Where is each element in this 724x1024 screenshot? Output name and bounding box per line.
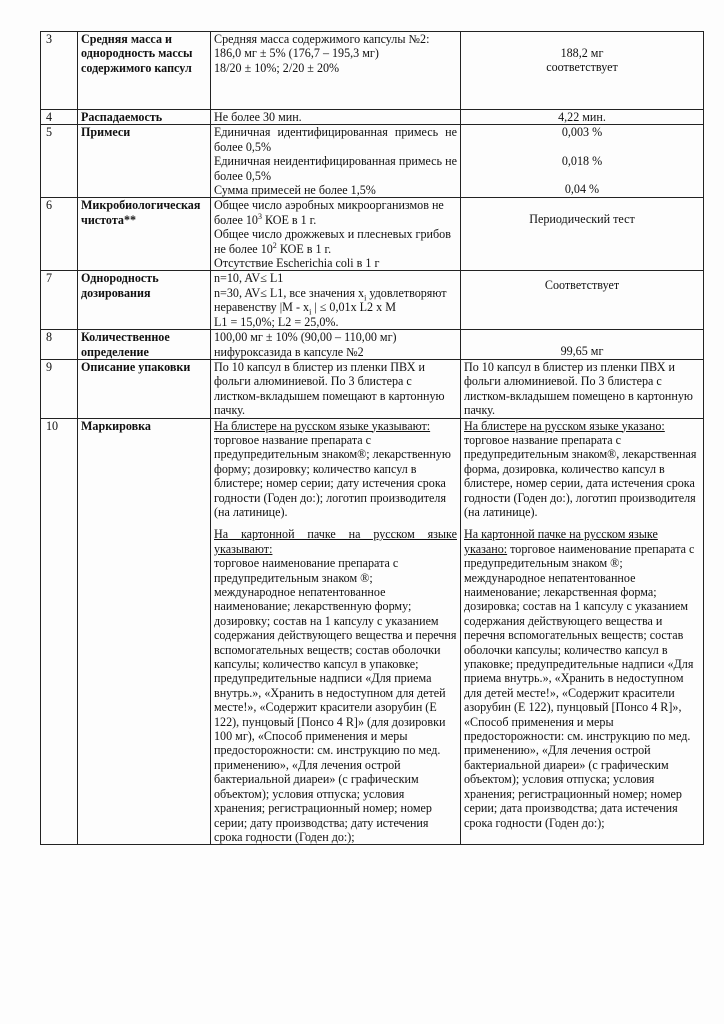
result-line: 99,65 мг bbox=[560, 344, 604, 359]
specification-table bbox=[40, 31, 704, 845]
parameter-name: Однородность дозирования bbox=[78, 271, 211, 330]
row-number: 6 bbox=[41, 198, 78, 271]
spec-cell: 100,00 мг ± 10% (90,00 – 110,00 мг) нифуроксазида в капсуле №2 bbox=[211, 330, 461, 360]
spec-line: 186,0 мг ± 5% (176,7 – 195,3 мг) bbox=[214, 46, 379, 61]
table-row bbox=[41, 198, 704, 271]
result-line: 0,018 % bbox=[561, 153, 603, 168]
result-cell bbox=[461, 32, 704, 110]
box-text: торговое наименование препарата с предупредительным знаком ®; международное непатентованное наименование; лекарственную форму; дозировку; состав на 1 капсулу с указанием содержания действующего вещества и перечня вспомогательных веществ; состав оболочки капсулы; количество капсул в упаковке; предупредительные надписи «Для приема внутрь.», «Хранить в недоступном для детей месте!», «Содержит красители азорубин (Е 122), пунцовый [Понсо 4 R]» (для дозировки 100 мг), «Способ применения и меры предосторожности: см. инструкцию по мед. применению», «Для лечения острой бактериальной диареи» (с графическим объектом); условия отпуска; условия хранения; регистрационный номер; номер серии; дату производства; дату истечения срока годности (Годен до:); bbox=[214, 556, 457, 844]
result-cell bbox=[461, 198, 704, 271]
result-line: 0,003 % bbox=[561, 125, 603, 140]
spec-line: Отсутствие Escherichia coli в 1 г bbox=[214, 256, 380, 271]
box-heading: На картонной пачке на русском языке указано: bbox=[464, 527, 658, 556]
spec-line: Сумма примесей не более 1,5% bbox=[214, 183, 376, 198]
result-paragraph bbox=[464, 527, 700, 830]
parameter-name: Количественное определение bbox=[78, 330, 211, 360]
result-line: Соответствует bbox=[544, 278, 620, 293]
row-number: 9 bbox=[41, 359, 78, 418]
row-number: 10 bbox=[41, 418, 78, 845]
spec-paragraph bbox=[214, 527, 457, 844]
table-row bbox=[41, 271, 704, 330]
result-line: Периодический тест bbox=[529, 212, 635, 227]
spec-cell: Не более 30 мин. bbox=[211, 110, 461, 125]
spec-line: n=30, AV≤ L1, все значения $x_i$ удовлетворяют неравенству $|M - x_i$ | ≤ 0,01x L2 x M bbox=[214, 285, 447, 317]
parameter-name: Средняя масса и однородность массы содержимого капсул bbox=[78, 32, 211, 110]
spec-line: Общее число дрожжевых и плесневых грибов не более $10^2$ КОЕ в 1 г. bbox=[214, 227, 451, 256]
table-row bbox=[41, 125, 704, 198]
spec-cell bbox=[211, 125, 461, 198]
spec-cell bbox=[211, 271, 461, 330]
box-text: торговое наименование препарата с предупредительным знаком ®; международное непатентованное наименование; лекарственная форма; дозировка; состав на 1 капсулу с указанием содержания действующего вещества и перечня вспомогательных веществ; состав оболочки капсулы; количество капсул в упаковке; предупредительные надписи «Для приема внутрь.», «Хранить в недоступном для детей месте!», «Содержит красители азорубин (Е 122), пунцовый [Понсо 4 R]», «Способ применения и меры предосторожности: см. инструкцию по мед. применению», «Для лечения острой бактериальной диареи» (с графическим объектом); условия отпуска; условия хранения; регистрационный номер; номер серии; дата производства; дата истечения срока годности (Годен до:); bbox=[464, 541, 695, 830]
spec-paragraph bbox=[214, 419, 457, 520]
spec-line: Общее число аэробных микроорганизмов не более $10^3$ КОЕ в 1 г. bbox=[214, 198, 444, 227]
blister-text: торговое название препарата с предупредительным знаком®; лекарственную форму; дозировку; количество капсул в блистере; номер серии; дату истечения срока годности (Годен до:); логотип производителя (на латинице). bbox=[214, 432, 451, 519]
result-line: 0,04 % bbox=[564, 182, 600, 197]
result-line: соответствует bbox=[546, 60, 618, 75]
parameter-name: Микробиологическая чистота** bbox=[78, 198, 211, 271]
parameter-name: Маркировка bbox=[78, 418, 211, 845]
spec-cell bbox=[211, 198, 461, 271]
spec-cell bbox=[211, 32, 461, 110]
blister-heading: На блистере на русском языке указано: bbox=[464, 418, 665, 433]
spec-line: L1 = 15,0%; L2 = 25,0%. bbox=[214, 314, 339, 329]
result-paragraph bbox=[464, 419, 700, 520]
spec-cell: По 10 капсул в блистер из пленки ПВХ и фольги алюминиевой. По 3 блистера с листком-вкладышем помещают в картонную пачку. bbox=[211, 359, 461, 418]
table-row bbox=[41, 110, 704, 125]
box-heading: На картонной пачке на русском языке указывают: bbox=[214, 527, 457, 556]
table-row bbox=[41, 32, 704, 110]
parameter-name: Описание упаковки bbox=[78, 359, 211, 418]
table-row bbox=[41, 359, 704, 418]
result-cell bbox=[461, 418, 704, 845]
spec-line: Средняя масса содержимого капсулы №2: bbox=[214, 32, 430, 46]
spec-cell bbox=[211, 418, 461, 845]
parameter-name: Распадаемость bbox=[78, 110, 211, 125]
result-line: 188,2 мг bbox=[560, 46, 604, 60]
spec-line: 18/20 ± 10%; 2/20 ± 20% bbox=[214, 60, 340, 75]
table-row bbox=[41, 418, 704, 845]
table-row bbox=[41, 330, 704, 360]
row-number: 5 bbox=[41, 125, 78, 198]
blister-text: торговое название препарата с предупредительным знаком®, лекарственная форма, дозировка, количество капсул в блистере, номер серии, дата истечения срока годности (Годен до:), логотип производителя (на латинице). bbox=[464, 432, 697, 519]
result-cell bbox=[461, 330, 704, 360]
result-cell: 4,22 мин. bbox=[461, 110, 704, 125]
spec-line: Единичная неидентифицированная примесь не более 0,5% bbox=[214, 154, 457, 183]
spec-line: Единичная идентифицированная примесь не более 0,5% bbox=[214, 125, 457, 154]
spec-line: n=10, AV≤ L1 bbox=[214, 271, 284, 286]
row-number: 8 bbox=[41, 330, 78, 360]
row-number: 3 bbox=[41, 32, 78, 110]
parameter-name: Примеси bbox=[78, 125, 211, 198]
blister-heading: На блистере на русском языке указывают: bbox=[214, 418, 431, 433]
row-number: 4 bbox=[41, 110, 78, 125]
row-number: 7 bbox=[41, 271, 78, 330]
result-cell: По 10 капсул в блистер из пленки ПВХ и фольги алюминиевой. По 3 блистера с листком-вкладышем помещено в картонную пачку. bbox=[461, 359, 704, 418]
result-cell bbox=[461, 125, 704, 198]
result-cell bbox=[461, 271, 704, 330]
